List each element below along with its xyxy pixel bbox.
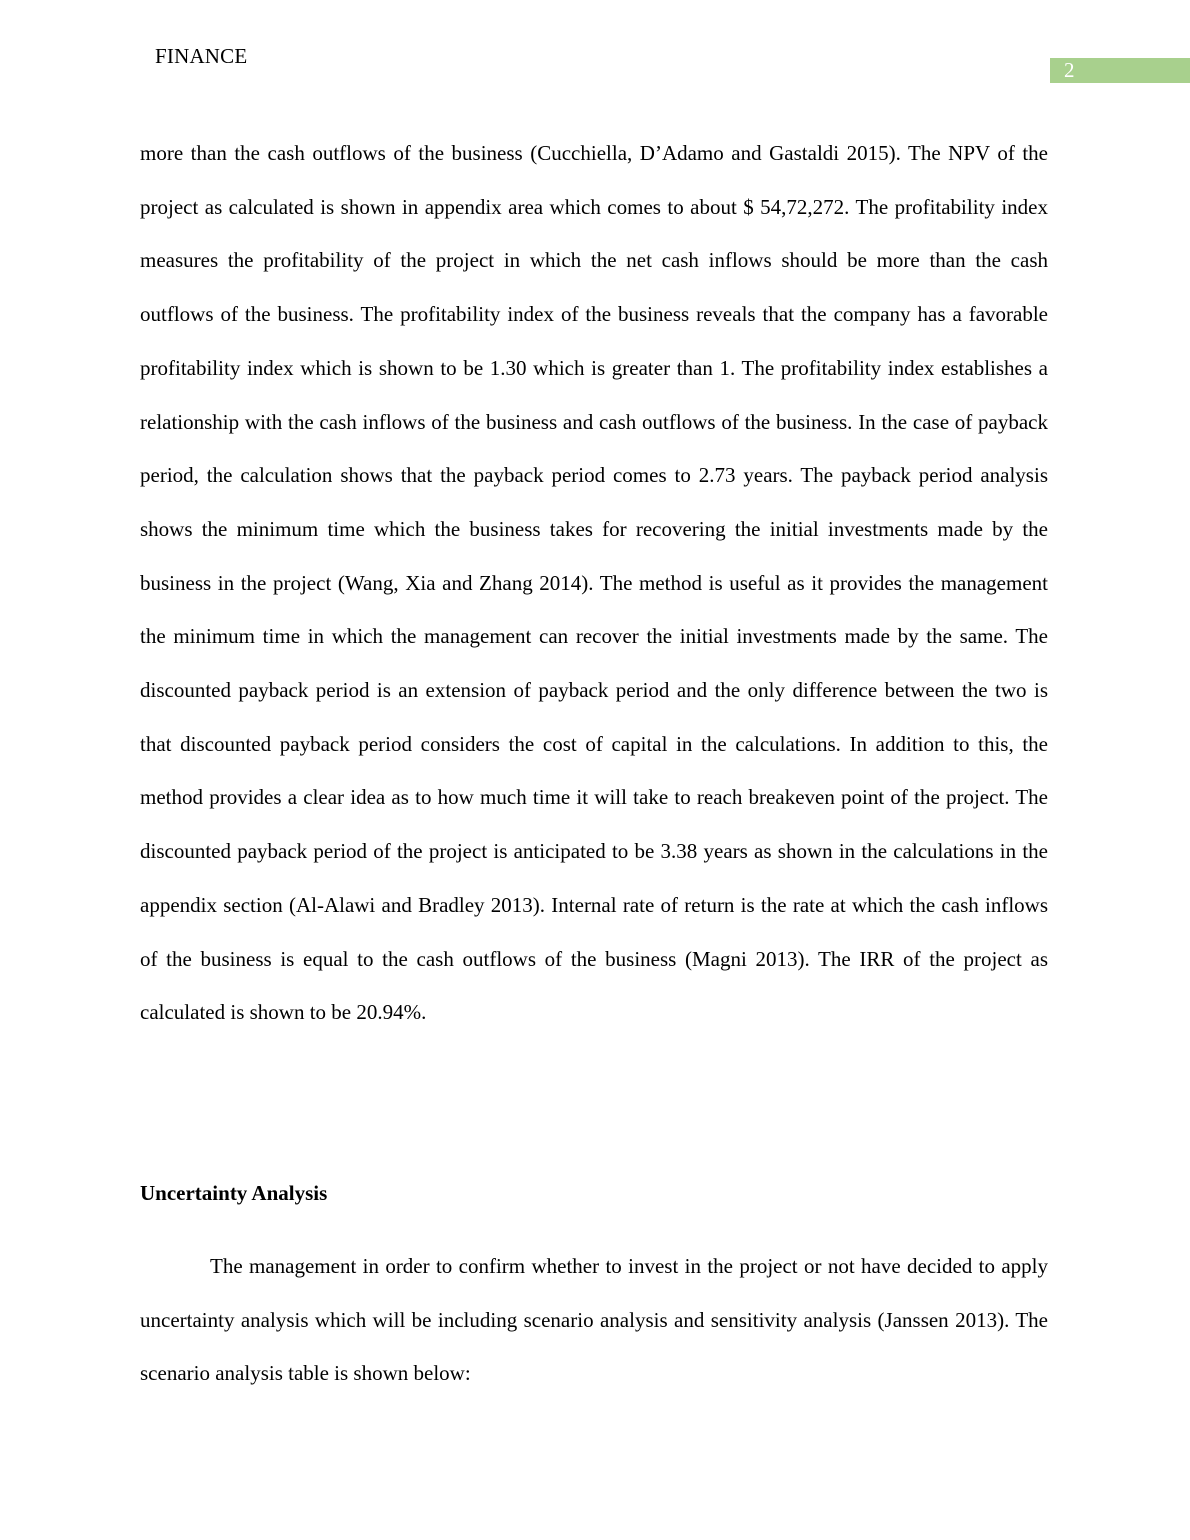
page-number-bar [1050,58,1190,83]
body-paragraph-2: The management in order to confirm whether to invest in the project or not have decided to apply uncertainty analysis which will be including scenario analysis and sensitivity analysis (Janssen 2013). The scenario analysis table is shown below: [140,1254,1048,1386]
section-heading: Uncertainty Analysis [140,1181,328,1205]
body-paragraph-1: more than the cash outflows of the business (Cucchiella, D’Adamo and Gastaldi 2015). The NPV of the project as calculated is shown in appendix area which comes to about $ 54,72,272. The profitability index measures the profitability of the project in which the net cash inflows should be more than the cash outflows of the business. The profitability index of the business reveals that the company has a favorable profitability index which is shown to be 1.30 which is greater than 1. The profitability index establishes a relationship with the cash inflows of the business and cash outflows of the business. In the case of payback period, the calculation shows that the payback period comes to 2.73 years. The payback period analysis shows the minimum time which the business takes for recovering the initial investments made by the business in the project (Wang, Xia and Zhang 2014). The method is useful as it provides the management the minimum time in which the management can recover the initial investments made by the same. The discounted payback period is an extension of payback period and the only difference between the two is that discounted payback period considers the cost of capital in the calculations. In addition to this, the method provides a clear idea as to how much time it will take to reach breakeven point of the project. The discounted payback period of the project is anticipated to be 3.38 years as shown in the calculations in the appendix section (Al-Alawi and Bradley 2013). Internal rate of return is the rate at which the cash inflows of the business is equal to the cash outflows of the business (Magni 2013). The IRR of the project as calculated is shown to be 20.94%. [140,141,1048,1025]
page-number: 2 [1064,58,1075,82]
running-head: FINANCE [155,44,248,68]
